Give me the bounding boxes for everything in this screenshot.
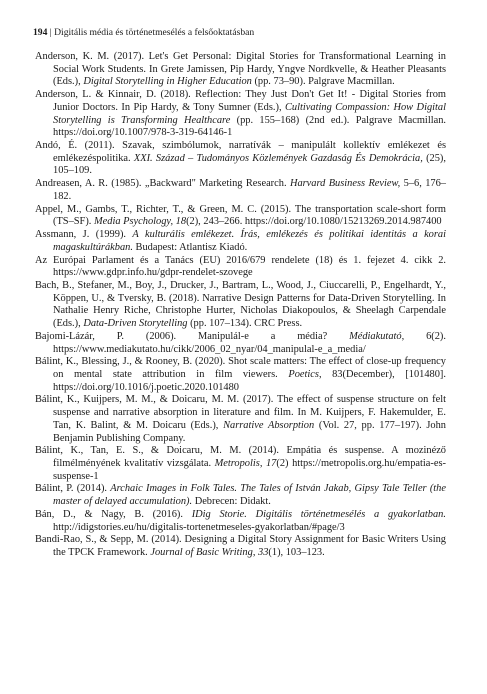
reference-text: (pp. 73–90). Palgrave Macmillan. (251, 76, 395, 88)
reference-italic-text: Poetics (288, 368, 319, 380)
reference-entry (35, 445, 446, 483)
reference-text: Assmann, J. (1999). (35, 229, 133, 241)
reference-italic-text: 33 (258, 547, 269, 559)
reference-entry (35, 204, 446, 229)
reference-italic-text: XXI. Század – Tudományos Közlemények Gazdaság És Demokrácia, (133, 152, 423, 164)
reference-italic-text: Narrative Absorption (223, 419, 315, 431)
reference-italic-text: IDig Storie. Digitális történetmesélés a gyakorlatban. (191, 508, 446, 520)
reference-italic-text: A kulturális emlékezet. Írás, emlékezés és politikai identitás a korai magaskultúrákban. (53, 229, 446, 253)
reference-text: Bach, B., Stefaner, M., Boy, J., Drucker, J., Bartram, L., Wood, J., Ciuccarelli, P., Engelhardt, Y., Köppen, U., & Tversky, B. (2018). Narrative Design Patterns for Data-Driven Storytelling. In Nathalie Henry Riche, Christophe Hurter, Nicholas Diakopoulos, & Sheelagh Carpendale (Eds.), (35, 279, 446, 330)
reference-italic-text: Journal of Basic Writing (150, 547, 253, 559)
reference-text: (Vol. 27, pp. 177–197). John Benjamin Publishing Company. (53, 419, 446, 444)
reference-entry (35, 178, 446, 203)
reference-italic-text: Metropolis, 17 (214, 458, 277, 469)
reference-text: Anderson, L. & Kinnair, D. (2018). Reflection: They Just Don't Get It! - Digital Stories from Junior Doctors. In Pip Hardy, & Tony Sumner (Eds.), (35, 89, 446, 113)
reference-entry (35, 280, 446, 331)
reference-text: Appel, M., Gambs, T., Richter, T., & Green, M. C. (2015). The transportation scale-short form (TS–SF). (35, 203, 446, 228)
reference-text: Budapest: Atlantisz Kiadó. (132, 241, 248, 253)
reference-entry (35, 356, 446, 394)
reference-entry (35, 89, 446, 140)
reference-italic-text: Media Psychology, 18 (94, 216, 187, 228)
reference-italic-text: Cultivating Compassion: How Digital Storytelling is Transforming Healthcare (53, 101, 447, 126)
reference-entry (35, 229, 446, 254)
reference-text: (pp. 155–168) (2nd ed.). Palgrave Macmillan. https://doi.org/10.1007/978-3-319-64146-1 (53, 114, 446, 139)
reference-text: Bálint, K., Tan, E. S., & Doicaru, M. M. (2014). Empátia és suspense. A mozinéző filmélményének kvalitatív vizsgálata. (35, 445, 446, 469)
reference-text: Bán, D., & Nagy, B. (2016). (35, 508, 192, 520)
running-header (33, 27, 254, 38)
reference-text: (1), 103–123. (268, 547, 325, 559)
reference-text: Debrecen: Didakt. (192, 496, 271, 508)
reference-text: (2), 243–266. https://doi.org/10.1080/15213269.2014.987400 (186, 216, 442, 228)
reference-text: (pp. 107–134). CRC Press. (187, 318, 303, 330)
reference-text: Andreasen, A. R. (1985). „Backward" Marketing Research. (35, 178, 290, 190)
running-title: Digitális média és történetmesélés a felsőoktatásban (54, 27, 255, 38)
reference-entry (35, 51, 446, 89)
reference-text: Bálint, K., Kuijpers, M. M., & Doicaru, M. M. (2017). The effect of suspense structure on felt suspense and narrative absorption in literature and film. In M. Kuijpers, F. Hakemulder, E. Tan, K. Balint, & M. Doicaru (Eds.), (35, 394, 446, 431)
reference-italic-text: Harvard Business Review, (289, 178, 401, 190)
reference-text: 5–6, 176–182. (53, 178, 446, 202)
reference-text: (25), 105–109. (53, 152, 446, 177)
reference-text: Andó, É. (2011). Szavak, szimbólumok, narratívák – manipulált kollektív emlékezet és emlékezéspolitika. (35, 140, 446, 164)
page-number: 194 (33, 27, 48, 38)
reference-text: Bálint, P. (2014). (35, 483, 111, 495)
reference-text: , (252, 547, 259, 559)
reference-entry (35, 331, 446, 356)
reference-text: Bandi-Rao, S., & Sepp, M. (2014). Designing a Digital Story Assignment for Basic Writers Using the TPCK Framework. (35, 534, 446, 559)
reference-text: Bálint, K., Blessing, J., & Rooney, B. (2020). Shot scale matters: The effect of close-up frequency on mental state attribution in film viewers. (35, 356, 446, 380)
reference-list (35, 51, 446, 560)
reference-italic-text: Data-Driven Storytelling (83, 318, 188, 330)
reference-entry (35, 140, 446, 178)
reference-italic-text: Digital Storytelling in Higher Education (83, 76, 252, 88)
reference-text: Az Európai Parlament és a Tanács (EU) 2016/679 rendelete (18) és 1. fejezet 4. cikk 2. https://www.gdpr.info.hu/gdpr-rendelet-szovege (35, 254, 446, 279)
reference-entry (35, 483, 446, 508)
reference-entry (35, 534, 446, 559)
reference-text: (2) https://metropolis.org.hu/empatia-es-suspense-1 (53, 458, 446, 482)
reference-entry (35, 255, 446, 280)
reference-entry (35, 394, 446, 445)
reference-text: http://idigstories.eu/hu/digitalis-tortenetmeseles-gyakorlatban/#page/3 (53, 521, 345, 533)
reference-entry (35, 509, 446, 534)
reference-italic-text: Médiakutató, (349, 330, 405, 342)
reference-text: Anderson, K. M. (2017). Let's Get Personal: Digital Stories for Transformational Learning in Social Work Students. In Grete Jamissen, Pip Hardy, Yngve Nordkvelle, & Heather Pleasants (Eds.), (35, 51, 446, 88)
reference-text: Bajomi-Lázár, P. (2006). Manipulál-e a média? (35, 330, 350, 342)
header-separator: | (47, 27, 55, 38)
reference-text: 6(2). https://www.mediakutato.hu/cikk/2006_02_nyar/04_manipulal-e_a_media/ (53, 330, 446, 355)
reference-text: , 83(December), [101480]. https://doi.org/10.1016/j.poetic.2020.101480 (53, 368, 446, 393)
reference-italic-text: Archaic Images in Folk Tales. The Tales of István Jakab, Gipsy Tale Teller (the master of delayed accumulation). (53, 483, 446, 508)
